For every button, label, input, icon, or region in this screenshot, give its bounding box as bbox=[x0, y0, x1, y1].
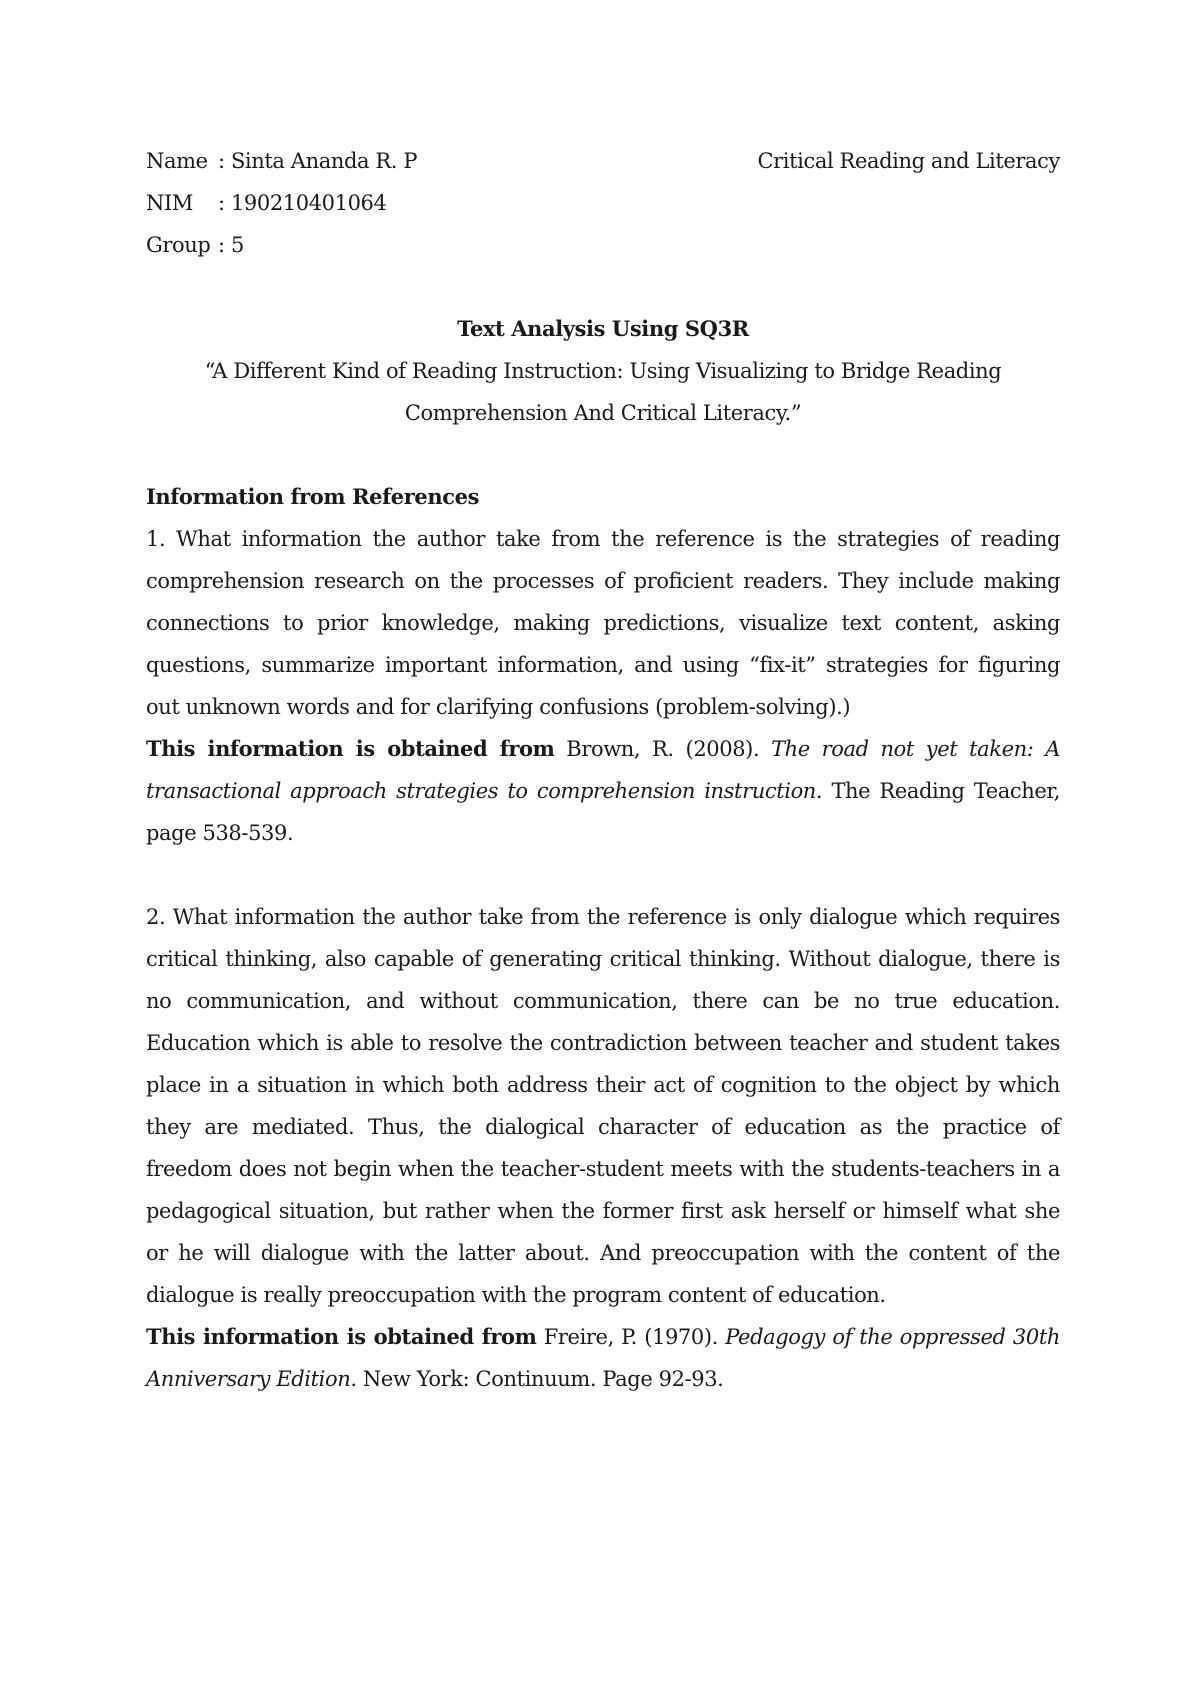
paragraph-gap bbox=[146, 854, 1060, 896]
source-author: Freire, P. (1970). bbox=[536, 1325, 726, 1349]
document-page bbox=[146, 140, 1060, 1400]
source-details: The Reading Teacher, page 538-539. bbox=[146, 779, 1060, 845]
nim-value: : 190210401064 bbox=[218, 191, 387, 215]
header-group-row bbox=[146, 224, 1060, 266]
name-value: : Sinta Ananda R. P bbox=[218, 149, 418, 173]
nim-label: NIM bbox=[146, 191, 193, 215]
source-lead: This information is obtained from bbox=[146, 1324, 537, 1349]
course-name: Critical Reading and Literacy bbox=[757, 149, 1060, 173]
reference-item-1-body: 1. What information the author take from the reference is the strategies of reading comprehension research on the processes of proficient readers. They include making connections to prior knowledge, making predictions, visualize text content, asking questions, summarize important information, and using “fix-it” strategies for figuring out unknown words and for clarifying confusions (problem-solving).) bbox=[146, 527, 1060, 719]
group-value: : 5 bbox=[218, 233, 244, 257]
article-title-line-2: Comprehension And Critical Literacy.” bbox=[404, 401, 802, 425]
document-title: Text Analysis Using SQ3R bbox=[457, 316, 749, 341]
title-block bbox=[146, 308, 1060, 434]
source-author: Brown, R. (2008). bbox=[554, 737, 772, 761]
source-title: Pedagogy of the oppressed 30th Anniversary Edition. bbox=[146, 1325, 1060, 1391]
reference-item-1-source bbox=[146, 728, 1060, 854]
header-name-row bbox=[146, 140, 1060, 182]
source-lead: This information is obtained from bbox=[146, 736, 555, 761]
reference-item-2-body: 2. What information the author take from the reference is only dialogue which requires critical thinking, also capable of generating critical thinking. Without dialogue, there is no communication, and without communication, there can be no true education. Education which is able to resolve the contradiction between teacher and student takes place in a situation in which both address their act of cognition to the object by which they are mediated. Thus, the dialogical character of education as the practice of freedom does not begin when the teacher-student meets with the students-teachers in a pedagogical situation, but rather when the former first ask herself or himself what she or he will dialogue with the latter about. And preoccupation with the content of the dialogue is really preoccupation with the program content of education. bbox=[146, 905, 1060, 1307]
article-title-line-1: “A Different Kind of Reading Instruction: Using Visualizing to Bridge Reading bbox=[204, 359, 1002, 383]
source-title: The road not yet taken: A transactional approach strategies to comprehension instruction. bbox=[146, 737, 1060, 803]
reference-item-2-source bbox=[146, 1316, 1060, 1400]
group-label: Group bbox=[146, 233, 211, 257]
section-heading: Information from References bbox=[146, 484, 479, 509]
header-nim-row bbox=[146, 182, 1060, 224]
name-label: Name bbox=[146, 149, 208, 173]
source-details: New York: Continuum. Page 92-93. bbox=[356, 1367, 724, 1391]
